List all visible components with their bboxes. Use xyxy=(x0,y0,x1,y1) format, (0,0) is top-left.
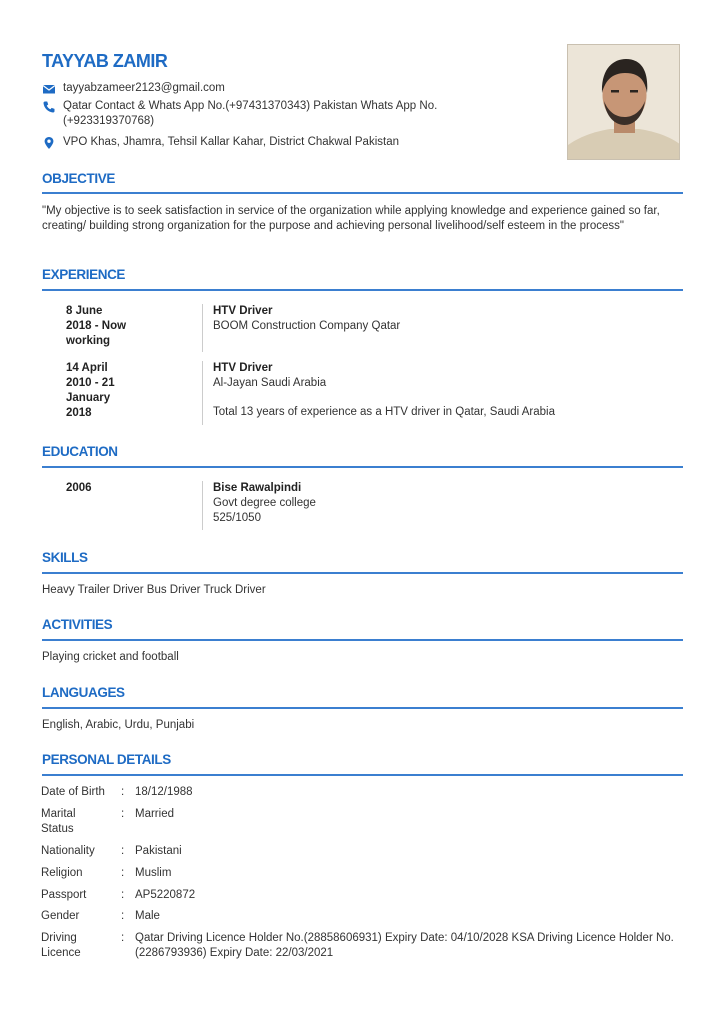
institution: Bise Rawalpindi xyxy=(213,482,302,494)
job-title: HTV Driver xyxy=(213,305,273,317)
phone-icon xyxy=(42,100,56,114)
address-row xyxy=(42,135,463,150)
detail-colon: : xyxy=(121,845,125,857)
experience-date: 8 June 2018 - Now working xyxy=(66,305,127,347)
personal-details-heading: PERSONAL DETAILS xyxy=(42,752,171,767)
activities-heading: ACTIVITIES xyxy=(42,617,113,632)
detail-colon: : xyxy=(121,889,125,901)
experience-note: Total 13 years of experience as a HTV driver in Qatar, Saudi Arabia xyxy=(213,406,555,418)
timeline-bar xyxy=(202,361,203,425)
detail-label: Marital Status xyxy=(41,808,76,835)
detail-value: Qatar Driving Licence Holder No.(28858606931) Expiry Date: 04/10/2028 KSA Driving Licence Holder No.(2286793936) Expiry Date: 22/03/2021 xyxy=(135,932,674,959)
activities-text: Playing cricket and football xyxy=(42,651,179,663)
objective-text: "My objective is to seek satisfaction in service of the organization while applying knowledge and experience gained so far, creating/ building strong organization for the purpose and achieving personal livelihood/self esteem in the process" xyxy=(42,205,660,232)
education-year: 2006 xyxy=(66,482,92,494)
detail-value: Married xyxy=(135,808,174,820)
detail-value: AP5220872 xyxy=(135,889,196,901)
education-marks: 525/1050 xyxy=(213,512,261,524)
detail-colon: : xyxy=(121,910,125,922)
experience-item xyxy=(213,304,653,334)
detail-value: 18/12/1988 xyxy=(135,786,193,798)
section-divider xyxy=(42,572,683,574)
profile-photo xyxy=(567,44,680,160)
employer: BOOM Construction Company Qatar xyxy=(213,320,401,332)
detail-label: Religion xyxy=(41,867,83,879)
section-divider xyxy=(42,707,683,709)
languages-heading: LANGUAGES xyxy=(42,685,125,700)
envelope-icon xyxy=(42,82,56,96)
employer: Al-Jayan Saudi Arabia xyxy=(213,377,327,389)
detail-value: Pakistani xyxy=(135,845,182,857)
job-title: HTV Driver xyxy=(213,362,273,374)
experience-heading: EXPERIENCE xyxy=(42,267,126,282)
experience-item xyxy=(213,361,653,420)
address-text: VPO Khas, Jhamra, Tehsil Kallar Kahar, District Chakwal Pakistan xyxy=(63,136,399,148)
education-detail: Govt degree college xyxy=(213,497,316,509)
detail-colon: : xyxy=(121,867,125,879)
section-divider xyxy=(42,192,683,194)
objective-heading: OBJECTIVE xyxy=(42,171,115,186)
education-item xyxy=(213,481,653,526)
skills-text: Heavy Trailer Driver Bus Driver Truck Driver xyxy=(42,584,266,596)
experience-date: 14 April 2010 - 21 January 2018 xyxy=(66,362,115,419)
phone-row xyxy=(42,99,463,129)
email-text: tayyabzameer2123@gmail.com xyxy=(63,82,225,94)
candidate-name: TAYYAB ZAMIR xyxy=(42,51,168,71)
detail-label: Passport xyxy=(41,889,87,901)
detail-value: Muslim xyxy=(135,867,172,879)
timeline-bar xyxy=(202,481,203,530)
detail-colon: : xyxy=(121,932,125,944)
education-heading: EDUCATION xyxy=(42,444,118,459)
phone-text: Qatar Contact & Whats App No.(+97431370343) Pakistan Whats App No.(+923319370768) xyxy=(63,100,438,127)
section-divider xyxy=(42,466,683,468)
languages-text: English, Arabic, Urdu, Punjabi xyxy=(42,719,195,731)
detail-label: Gender xyxy=(41,910,80,922)
email-row xyxy=(42,81,463,96)
detail-value: Male xyxy=(135,910,160,922)
detail-label: Nationality xyxy=(41,845,95,857)
detail-label: Date of Birth xyxy=(41,786,105,798)
detail-colon: : xyxy=(121,786,125,798)
detail-label: Driving Licence xyxy=(41,932,81,959)
section-divider xyxy=(42,774,683,776)
detail-colon: : xyxy=(121,808,125,820)
section-divider xyxy=(42,639,683,641)
location-pin-icon xyxy=(42,136,56,150)
timeline-bar xyxy=(202,304,203,352)
section-divider xyxy=(42,289,683,291)
skills-heading: SKILLS xyxy=(42,550,88,565)
